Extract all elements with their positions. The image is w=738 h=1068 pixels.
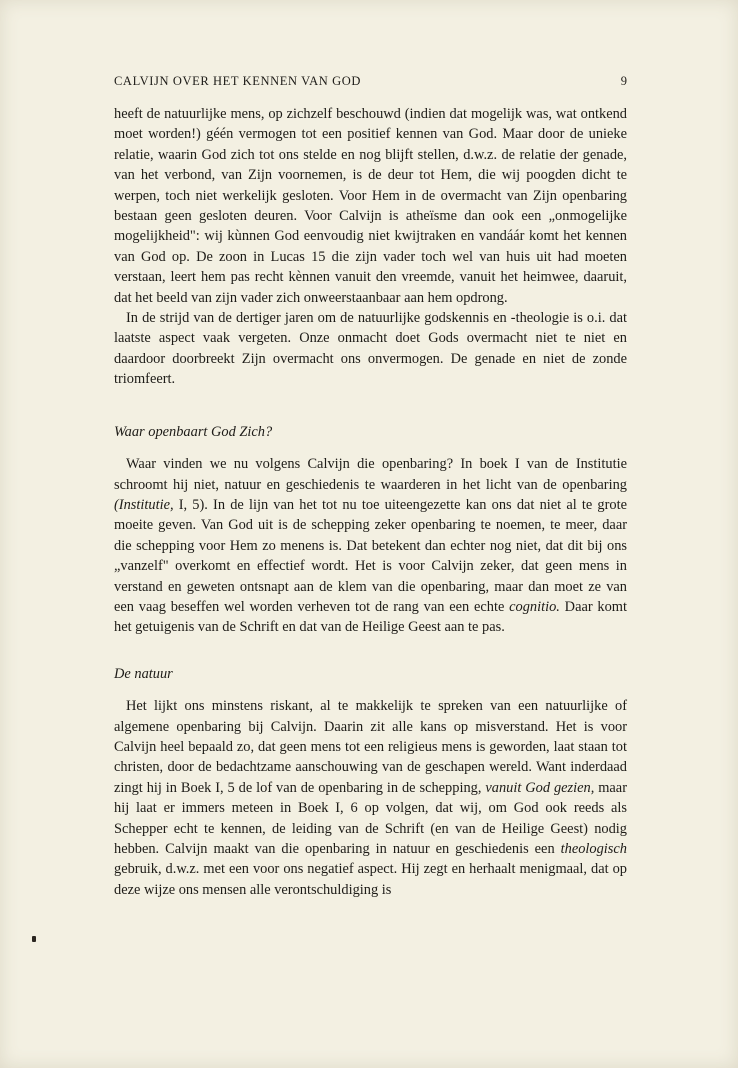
- paragraph-4: [114, 696, 627, 900]
- citation-institutie: (Institutie,: [114, 496, 174, 513]
- margin-mark: [32, 936, 36, 942]
- term-cognitio: cognitio.: [509, 598, 560, 615]
- paragraph-3-text-c: Daar komt het getuigenis van de Schrift en dat van de Heilige Geest aan te pas.: [114, 598, 627, 636]
- section-heading-de-natuur: De natuur: [114, 665, 173, 682]
- running-header: [114, 74, 627, 92]
- paragraph-4-text-c: gebruik, d.w.z. met een voor ons negatief aspect. Hij zegt en herhaalt menigmaal, dat op deze wijze ons mensen alle verontschuldiging is: [114, 861, 627, 898]
- section-heading-waar-openbaart: Waar openbaart God Zich?: [114, 423, 273, 440]
- paragraph-1: heeft de natuurlijke mens, op zichzelf beschouwd (indien dat mogelijk was, wat ontkend moet worden!) géén vermogen tot een positief kennen van God. Maar door de unieke relatie, waarin God zich tot ons stelde en nog blijft stellen, d.w.z. de relatie der genade, van het verbond, van Zijn voornemen, is de deur tot Hem, die wij poogden dicht te werpen, toch niet werkelijk gesloten. Voor Hem in de overmacht van Zijn openbaring bestaan geen gesloten deuren. Voor Calvijn is atheïsme dan ook een „onmogelijke mogelijkheid": wij kùnnen God eenvoudig niet kwijtraken en vandáár komt het kennen van God op. De zoon in Lucas 15 die zijn vader toch wel van huis uit had moeten verstaan, leert hem pas recht kènnen vanuit den vreemde, vanuit het heimwee, daaruit, dat het beeld van zijn vader zich onweerstaanbaar aan hem opdrong.: [114, 106, 627, 306]
- emphasis-theologisch: theologisch: [560, 841, 627, 857]
- body-text: [114, 104, 627, 900]
- paragraph-3-text-a: Waar vinden we nu volgens Calvijn die openbaring? In boek I van de Institutie schroomt hij niet, natuur en geschiedenis te waarderen in het licht van de openbaring: [114, 456, 627, 493]
- paragraph-2: In de strijd van de dertiger jaren om de natuurlijke godskennis en -theologie is o.i. dat laatste aspect vaak vergeten. Onze onmacht doet Gods overmacht niet te niet en daardoor doorbreekt Zijn overmacht ons onvermogen. De genade en niet de zonde triomfeert.: [114, 310, 627, 388]
- paragraph-3-text-b: I, 5). In de lijn van het tot nu toe uiteengezette kan ons dat niet al te grote moeite geven. Van God uit is de schepping zeker openbaring te noemen, te meer, daar die schepping voor Hem zo menens is. Dat betekent dan echter nog niet, dat dit bij ons „vanzelf" overkomt en effectief wordt. Het is voor Calvijn zeker, dat geen mens in verstand en geweten ontsnapt aan de klem van die openbaring, maar dan moet ze van een vaag beseffen wel worden verheven tot de rang van een echte: [114, 496, 627, 615]
- paragraph-4-text-b: maar hij laat er immers meteen in Boek I, 6 op volgen, dat wij, om God ook reeds als Schepper echt te kennen, de leiding van de Schrift (en van de Heilige Geest) nodig hebben. Calvijn maakt van die openbaring in natuur en geschiedenis een: [114, 779, 627, 857]
- running-title: CALVIJN OVER HET KENNEN VAN GOD: [114, 74, 361, 88]
- emphasis-vanuit-god-gezien: vanuit God gezien,: [485, 779, 595, 796]
- page-number: 9: [620, 74, 627, 88]
- paragraph-4-text-a: Het lijkt ons minstens riskant, al te makkelijk te spreken van een natuurlijke of algemene openbaring bij Calvijn. Daarin zit alle kans op misverstand. Het is voor Calvijn heel bepaald zo, dat geen mens tot een religieus mens is geworden, laat staan tot christen, door de bedachtzame aanschouwing van de geschapen wereld. Want inderdaad zingt hij in Boek I, 5 de lof van de openbaring in de schepping,: [114, 698, 627, 796]
- paragraph-3: [114, 454, 627, 638]
